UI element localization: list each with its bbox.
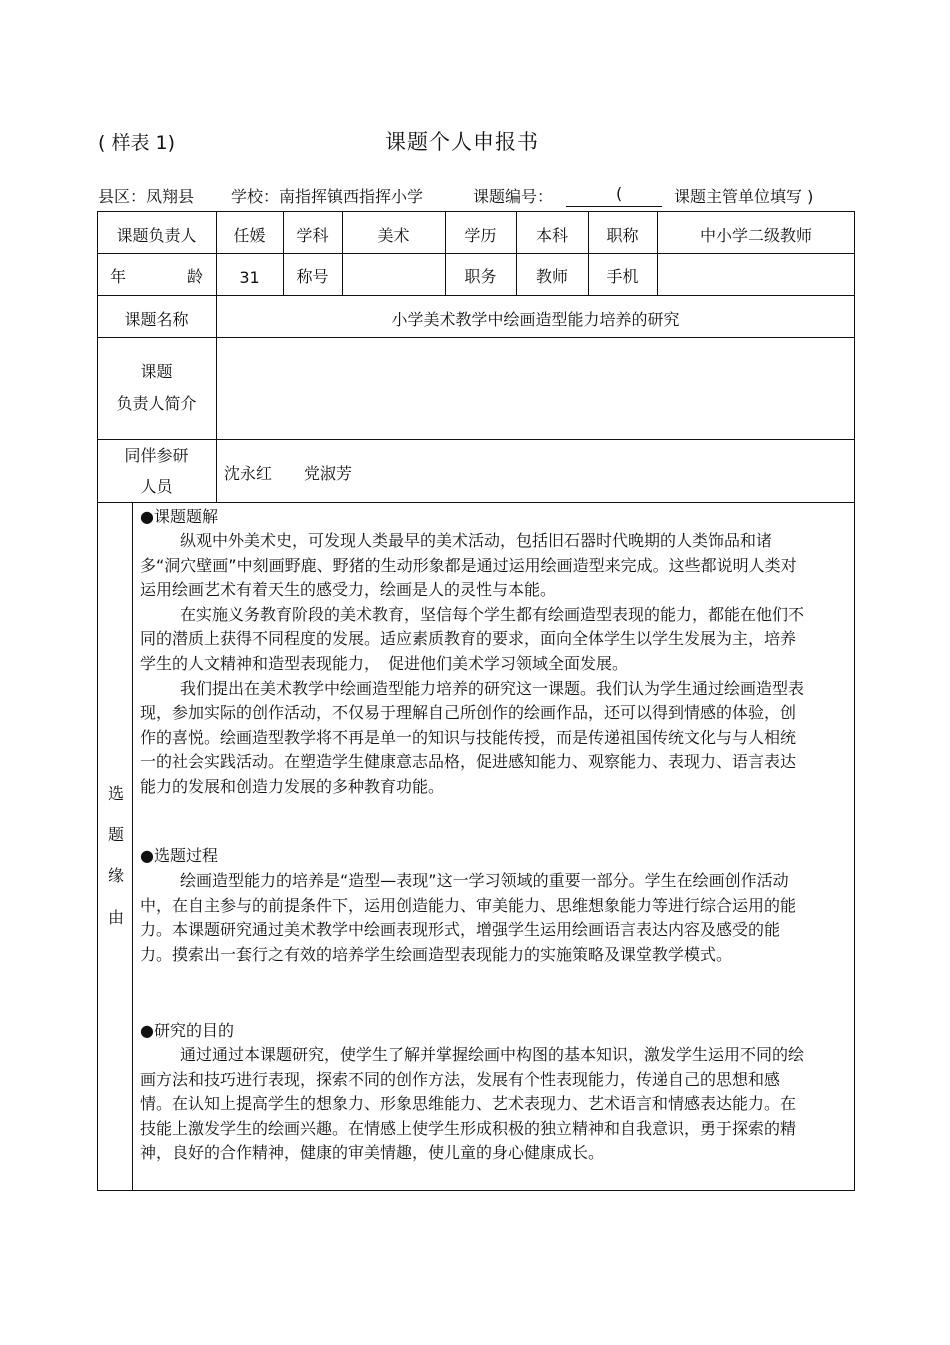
section-title-selection-process: ●选题过程 <box>140 846 218 865</box>
post-value: 教师 <box>535 267 568 286</box>
row-divider <box>97 295 855 296</box>
col-divider <box>657 211 658 295</box>
peer-members: 沈永红 党淑芳 <box>224 464 353 483</box>
project-no-note: 课题主管单位填写 ) <box>674 187 814 206</box>
side-label-char: 由 <box>107 908 124 927</box>
project-no-note-open: ( <box>616 184 623 203</box>
col-divider <box>132 502 133 1191</box>
leader-value: 任媛 <box>233 226 266 245</box>
intro-label-line2: 负责人简介 <box>116 394 197 413</box>
row-divider <box>97 337 855 338</box>
job-title-value: 中小学二级教师 <box>699 226 812 245</box>
row-divider <box>97 439 855 440</box>
education-label: 学历 <box>464 226 497 245</box>
section-body-research-purpose <box>140 1043 810 1166</box>
honor-label: 称号 <box>296 267 329 286</box>
section-title-topic-explanation: ●课题题解 <box>140 507 218 526</box>
age-value: 31 <box>239 268 260 287</box>
district-label: 县区：凤翔县 <box>98 187 195 206</box>
peer-label-line2: 人员 <box>140 477 173 496</box>
job-title-label: 职称 <box>606 226 639 245</box>
paragraph: 纵观中外美术史，可发现人类最早的美术活动，包括旧石器时代晚期的人类饰品和诸多“洞穴壁画”中刻画野鹿、野猪的生动形象都是通过运用绘画造型来完成。这些都说明人类对运用绘画艺术有着天生的感受力，绘画是人的灵性与本能。 <box>140 531 797 600</box>
leader-label: 课题负责人 <box>116 226 197 245</box>
subject-value: 美术 <box>377 226 410 245</box>
post-label: 职务 <box>464 267 497 286</box>
project-name-label: 课题名称 <box>124 310 189 329</box>
project-no-label: 课题编号： <box>473 187 554 206</box>
side-label-char: 缘 <box>107 866 124 885</box>
age-label-b: 龄 <box>187 267 204 286</box>
peer-label-line1: 同伴参研 <box>124 446 189 465</box>
section-body-selection-process <box>140 869 810 967</box>
phone-label: 手机 <box>606 267 639 286</box>
paragraph: 通过通过本课题研究，使学生了解并掌握绘画中构图的基本知识，激发学生运用不同的绘画方法和技巧进行表现，探索不同的创作方法，发展有个性表现能力，传递自己的思想和感情。在认知上提高学生的想象力、形象思维能力、艺术表现力、艺术语言和情感表达能力。在技能上激发学生的绘画兴趣。在情感上使学生形成积极的独立精神和自我意识，勇于探索的精神，良好的合作精神，健康的审美情趣，使儿童的身心健康成长。 <box>140 1045 805 1163</box>
paragraph: 绘画造型能力的培养是“造型—表现”这一学习领域的重要一部分。学生在绘画创作活动中，在自主参与的前提条件下，运用创造能力、审美能力、思维想象能力等进行综合运用的能力。本课题研究通过美术教学中绘画表现形式，增强学生运用绘画语言表达内容及感受的能力。摸索出一套行之有效的培养学生绘画造型表现能力的实施策略及课堂教学模式。 <box>140 871 797 964</box>
section-body-topic-explanation <box>140 529 810 800</box>
paragraph: 在实施义务教育阶段的美术教育，坚信每个学生都有绘画造型表现的能力，都能在他们不同的潜质上获得不同程度的发展。适应素质教育的要求，面向全体学生以学生发展为主，培养学生的人文精神和造型表现能力， 促进他们美术学习领域全面发展。 <box>140 604 805 673</box>
document-title: 课题个人申报书 <box>385 130 539 154</box>
project-no-underline <box>566 206 662 207</box>
side-label-char: 选 <box>107 784 124 803</box>
school-label: 学校：南指挥镇西指挥小学 <box>231 187 424 206</box>
sample-label: ( 样表 1) <box>98 132 175 154</box>
col-divider <box>342 211 343 295</box>
paragraph: 我们提出在美术教学中绘画造型能力培养的研究这一课题。我们认为学生通过绘画造型表现，参加实际的创作活动，不仅易于理解自己所创作的绘画作品，还可以得到情感的体验，创作的喜悦。绘画造型教学将不再是单一的知识与技能传授，而是传递祖国传统文化与与人相统一的社会实践活动。在塑造学生健康意志品格，促进感知能力、观察能力、表现力、语言表达能力的发展和创造力发展的多种教育功能。 <box>140 678 805 796</box>
intro-label-line1: 课题 <box>140 362 173 381</box>
row-divider <box>97 502 855 503</box>
project-name-value: 小学美术教学中绘画造型能力培养的研究 <box>391 310 680 329</box>
age-label-a: 年 <box>110 267 127 286</box>
section-title-research-purpose: ●研究的目的 <box>140 1021 234 1040</box>
education-value: 本科 <box>535 226 568 245</box>
row-divider <box>97 253 855 254</box>
subject-label: 学科 <box>296 226 329 245</box>
col-divider <box>216 211 217 502</box>
side-label-char: 题 <box>107 825 124 844</box>
